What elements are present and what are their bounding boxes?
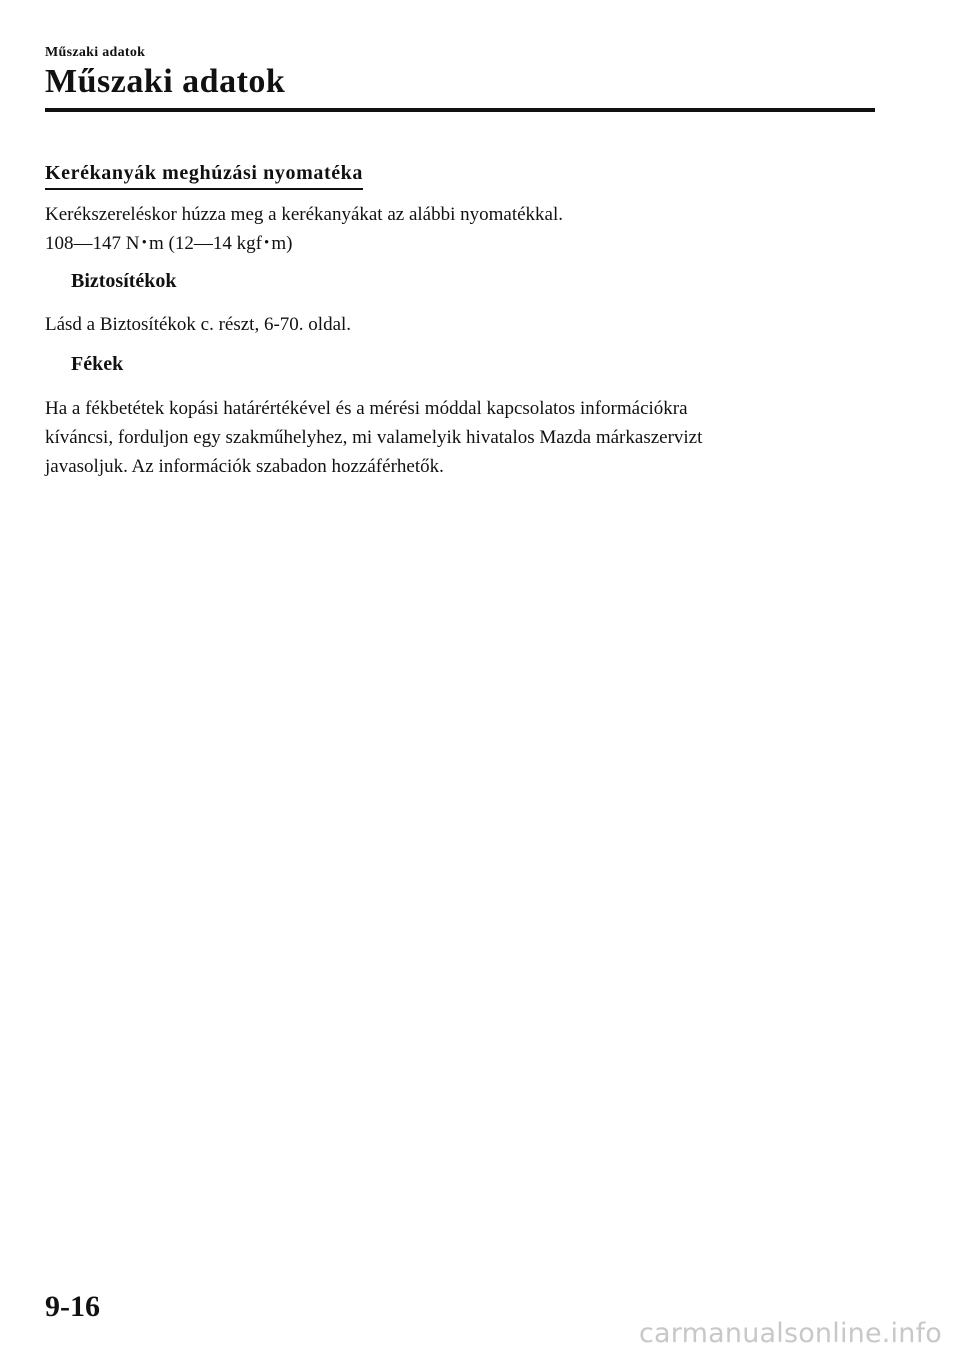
- fuses-heading-label: Biztosítékok: [71, 270, 177, 292]
- running-head: Műszaki adatok: [45, 45, 146, 60]
- watermark: carmanualsonline.info: [639, 1318, 942, 1349]
- brakes-heading: [45, 351, 123, 377]
- fuses-line: Lásd a Biztosítékok c. részt, 6-70. oldal.: [45, 314, 352, 335]
- brakes-line: javasoljuk. Az információk szabadon hozzáférhetők.: [45, 456, 444, 477]
- chapter-title: Műszaki adatok: [45, 63, 286, 100]
- bullet-icon: [45, 274, 59, 288]
- intro-paragraph: [45, 200, 875, 258]
- torque-value-line: 108―147 N･m (12―14 kgf･m): [45, 233, 293, 254]
- title-rule: [45, 108, 875, 112]
- brakes-line: kíváncsi, forduljon egy szakműhelyhez, mi valamelyik hivatalos Mazda márkaszervizt: [45, 427, 703, 448]
- intro-line: Kerékszereléskor húzza meg a kerékanyákat az alábbi nyomatékkal.: [45, 204, 564, 225]
- bullet-icon: [45, 357, 59, 371]
- brakes-paragraph: [45, 394, 875, 481]
- brakes-line: Ha a fékbetétek kopási határértékével és a mérési móddal kapcsolatos információkra: [45, 398, 688, 419]
- brakes-heading-label: Fékek: [71, 353, 124, 375]
- section-subheading: Kerékanyák meghúzási nyomatéka: [45, 160, 363, 190]
- fuses-paragraph: [45, 310, 875, 339]
- page-number: 9-16: [45, 1290, 100, 1323]
- fuses-heading: [45, 268, 177, 294]
